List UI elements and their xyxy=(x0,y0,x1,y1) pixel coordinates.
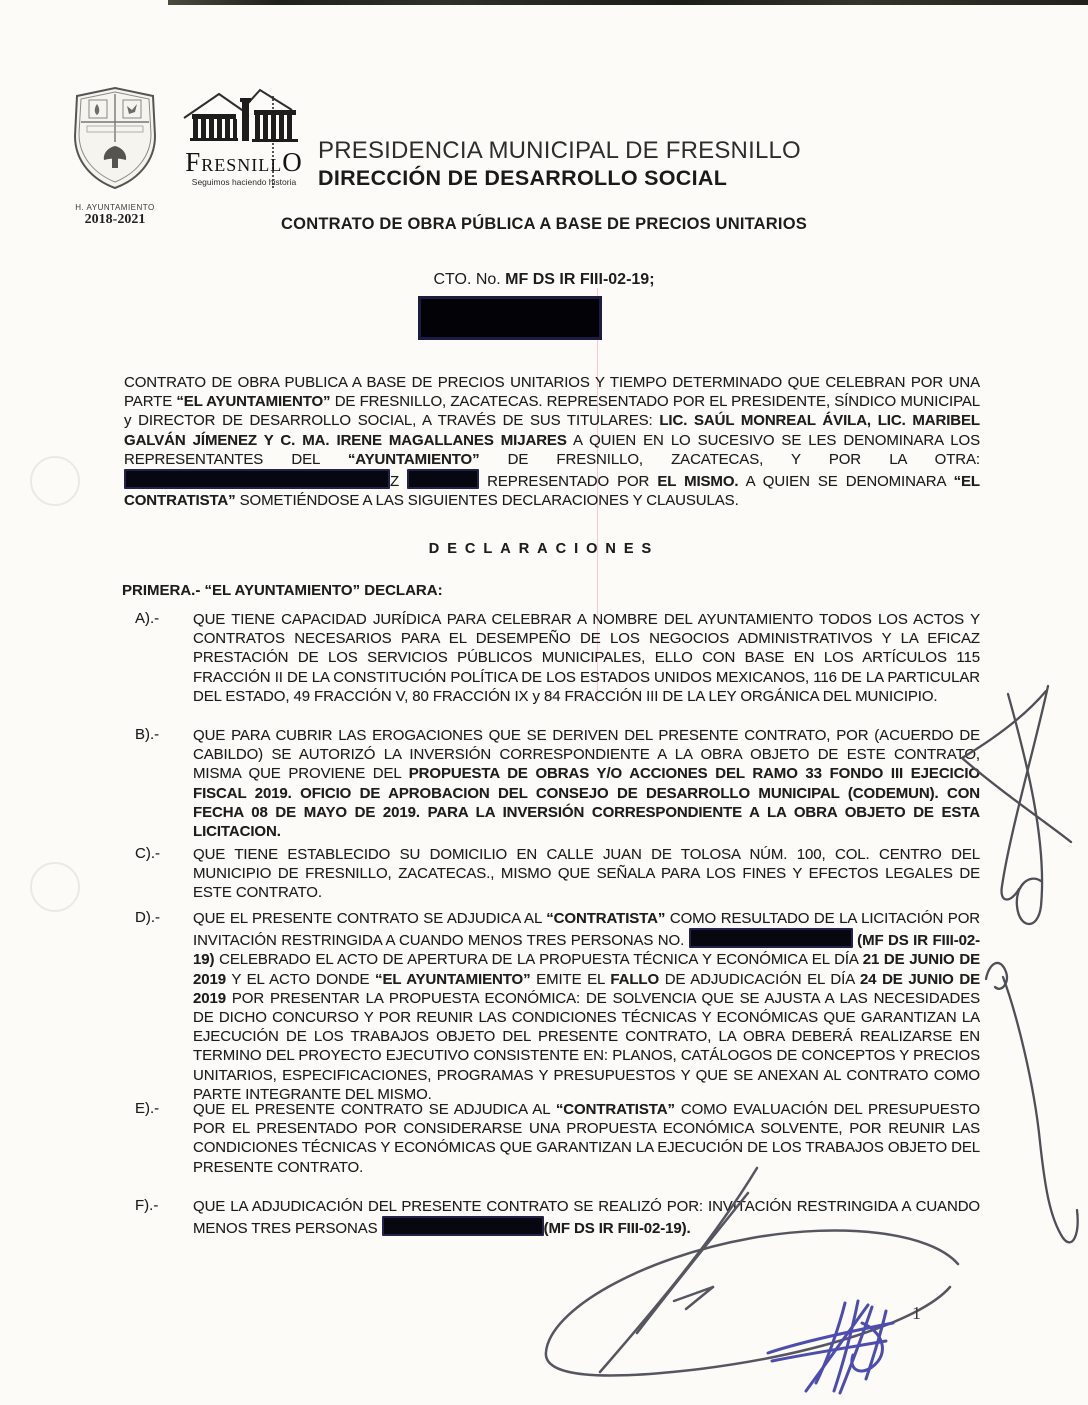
text-segment: “CONTRATISTA” xyxy=(555,1101,675,1118)
text-segment: A QUIEN EN LO SUCESIVO SE LES DENOMINARA LOS REPRESENTANTES DEL xyxy=(124,431,980,468)
hole-punch-mark xyxy=(30,862,80,912)
redaction-box-contract-name xyxy=(418,296,602,340)
item-text xyxy=(193,1197,980,1238)
fresnillo-wordmark: FRESNILLO xyxy=(185,147,303,177)
shield-caption: H. AYUNTAMIENTO xyxy=(75,203,155,212)
redaction-box xyxy=(124,469,390,489)
text-segment: QUE EL PRESENTE CONTRATO SE ADJUDICA AL xyxy=(193,1101,556,1118)
text-segment: “CONTRATISTA” xyxy=(546,910,666,927)
item-label: E).- xyxy=(135,1100,160,1117)
letterhead xyxy=(318,137,801,191)
redaction-box xyxy=(382,1216,544,1236)
item-label: B).- xyxy=(135,726,160,743)
text-segment: REPRESENTADO POR xyxy=(479,473,658,491)
shield-icon xyxy=(67,84,163,196)
item-text xyxy=(193,909,980,1104)
text-segment: QUE EL PRESENTE CONTRATO SE ADJUDICA AL xyxy=(193,910,547,927)
text-segment: PROPUESTA DE OBRAS Y/O ACCIONES DEL RAMO 33 FONDO III EJECICIO FISCAL 2019. OFICIO DE APROBACION DEL CONSEJO DE DESARROLLO MUNICIPAL (CODEMUN). CON FECHA 08 DE MAYO DE 2019. PARA LA INVERSIÓN CORRESPONDIENTE A LA OBRA OBJETO DE ESTA LICITACION. xyxy=(193,765,980,841)
text-segment: Y EL ACTO DONDE xyxy=(225,970,376,988)
declarations-heading: DECLARACIONES xyxy=(428,541,660,557)
department-title: DIRECCIÓN DE DESARROLLO SOCIAL xyxy=(318,166,728,190)
fresnillo-tagline: Seguimos haciendo historia xyxy=(191,177,297,187)
declaration-item-c xyxy=(135,845,980,903)
item-text xyxy=(193,610,980,706)
shield-years: 2018-2021 xyxy=(84,212,146,227)
text-segment: “EL AYUNTAMIENTO” xyxy=(375,970,531,988)
item-text xyxy=(193,726,980,841)
primera-heading: PRIMERA.- “EL AYUNTAMIENTO” DECLARA: xyxy=(122,582,443,599)
text-segment: QUE LA ADJUDICACIÓN DEL PRESENTE CONTRATO SE REALIZÓ POR: INVITACIÓN RESTRINGIDA A CUANDO MENOS TRES PERSONAS xyxy=(193,1198,980,1238)
contract-title: CONTRATO DE OBRA PÚBLICA A BASE DE PRECIOS UNITARIOS xyxy=(281,215,807,233)
text-segment: “AYUNTAMIENTO” xyxy=(347,450,480,468)
item-text xyxy=(193,845,980,903)
text-segment: Z xyxy=(390,473,408,491)
text-segment: EL MISMO. xyxy=(657,473,739,491)
declaration-item-a xyxy=(135,610,980,706)
page-number: 1 xyxy=(912,1303,921,1323)
declaration-item-f xyxy=(135,1197,980,1238)
text-segment: FALLO xyxy=(610,970,660,988)
blue-signature xyxy=(768,1301,893,1393)
item-label: C).- xyxy=(135,845,160,862)
declaration-item-b xyxy=(135,726,980,841)
text-segment: DE FRESNILLO, ZACATECAS, Y POR LA OTRA: xyxy=(479,450,980,468)
contract-number-line xyxy=(0,271,1088,289)
text-segment: POR PRESENTAR LA PROPUESTA ECONÓMICA: DE SOLVENCIA QUE SE AJUSTA A LAS NECESIDADES DE DICHO CONCURSO Y POR REUNIR LAS CONDICIONES TÉCNICAS Y ECONÓMICAS QUE GARANTIZAN LA EJECUCIÓN DE LOS TRABAJOS OBJETO DEL PRESENTE CONTRATO, LA OBRA DEBERÁ REALIZARSE EN TERMINO DEL PROYECTO EJECUTIVO CONSISTENTE EN: PLANOS, CATÁLOGOS DE CONCEPTOS Y PRECIOS UNITARIOS, ESPECIFICACIONES, PROGRAMAS Y PRESUPUESTOS Y QUE SE ANEXAN AL CONTRATO COMO PARTE INTEGRANTE DEL MISMO. xyxy=(193,989,980,1103)
text-segment: LIC. SAÚL MONREAL ÁVILA, LIC. MARIBEL GALVÁN JÍMENEZ Y C. MA. IRENE MAGALLANES MIJARES xyxy=(124,412,980,449)
office-title: PRESIDENCIA MUNICIPAL DE FRESNILLO xyxy=(318,137,801,164)
hole-punch-mark xyxy=(30,456,80,506)
municipal-coat-of-arms-logo xyxy=(60,84,170,228)
text-segment: CONTRATO DE OBRA PUBLICA A BASE DE PRECIOS UNITARIOS Y TIEMPO DETERMINADO QUE CELEBRAN POR UNA PARTE xyxy=(124,374,980,411)
text-segment: (MF DS IR FIII-02-19). xyxy=(543,1220,691,1238)
redaction-box xyxy=(407,469,479,489)
scan-artifact-top-edge xyxy=(168,0,1088,5)
text-segment: QUE TIENE CAPACIDAD JURÍDICA PARA CELEBRAR A NOMBRE DEL AYUNTAMIENTO TODOS LOS ACTOS Y CONTRATOS NECESARIOS PARA EL DESEMPEÑO DE LOS NEGOCIOS ADMINISTRATIVOS Y LA EFICAZ PRESTACIÓN DE LOS SERVICIOS PÚBLICOS MUNICIPALES, ELLO CON BASE EN LOS ARTÍCULOS 115 FRACCIÓN II DE LA CONSTITUCIÓN POLÍTICA DE LOS ESTADOS UNIDOS MEXICANOS, 116 DE LA PARTICULAR DEL ESTADO, 49 FRACCIÓN V, 80 FRACCIÓN IX y 84 FRACCIÓN III DE LA LEY ORGÁNICA DEL MUNICIPIO. xyxy=(193,611,980,705)
text-segment: 21 DE JUNIO DE 2019 xyxy=(193,951,980,988)
fresnillo-building-icon xyxy=(174,88,314,146)
text-segment: COMO RESULTADO DE LA LICITACIÓN POR INVITACIÓN RESTRINGIDA A CUANDO MENOS TRES PERSONAS NO. xyxy=(193,910,980,950)
text-segment: QUE PARA CUBRIR LAS EROGACIONES QUE SE DERIVEN DEL PRESENTE CONTRATO, POR (ACUERDO DE CABILDO) SE AUTORIZÓ LA INVERSIÓN CORRESPONDIENTE A LA OBRA OBJETO DE ESTE CONTRATO, MISMA QUE PROVIENE DEL xyxy=(193,727,980,783)
text-segment: A QUIEN SE DENOMINARA xyxy=(738,473,954,491)
text-segment: DE FRESNILLO, ZACATECAS. REPRESENTADO POR EL PRESIDENTE, SÍNDICO MUNICIPAL y DIRECTOR DE DESARROLLO SOCIAL, A TRAVÉS DE SUS TITULARES: xyxy=(124,393,981,430)
declaration-item-e xyxy=(135,1100,980,1177)
item-text xyxy=(193,1100,980,1177)
text-segment: CELEBRADO EL ACTO DE APERTURA DE LA PROPUESTA TÉCNICA Y ECONÓMICA EL DÍA xyxy=(214,951,863,969)
item-label: D).- xyxy=(135,909,160,926)
redaction-box xyxy=(689,928,853,948)
text-segment: DE ADJUDICACIÓN EL DÍA xyxy=(659,970,860,988)
cto-number: MF DS IR FIII-02-19; xyxy=(505,271,655,288)
intro-paragraph xyxy=(124,373,980,510)
text-segment: “EL CONTRATISTA” xyxy=(124,473,980,510)
item-label: F).- xyxy=(135,1197,159,1214)
text-segment: (MF DS IR FIII-02-19) xyxy=(193,932,980,969)
text-segment: “EL AYUNTAMIENTO” xyxy=(176,393,331,411)
text-segment: SOMETIÉNDOSE A LAS SIGUIENTES DECLARACIONES Y CLAUSULAS. xyxy=(235,492,739,510)
item-label: A).- xyxy=(135,610,160,627)
text-segment: 24 DE JUNIO DE 2019 xyxy=(193,970,980,1007)
declaration-item-d xyxy=(135,909,980,1104)
text-segment: COMO EVALUACIÓN DEL PRESUPUESTO POR EL PRESENTADO POR CONSIDERARSE UNA PROPUESTA ECONÓMICA SOLVENTE, POR REUNIR LAS CONDICIONES TÉCNICAS Y ECONÓMICAS QUE GARANTIZAN LA EJECUCIÓN DE LOS TRABAJOS OBJETO DEL PRESENTE CONTRATO. xyxy=(193,1101,980,1176)
fresnillo-logo xyxy=(168,88,320,187)
text-segment: QUE TIENE ESTABLECIDO SU DOMICILIO EN CALLE JUAN DE TOLOSA NÚM. 100, COL. CENTRO DEL MUNICIPIO DE FRESNILLO, ZACATECAS., MISMO QUE SEÑALA PARA LOS FINES Y EFECTOS LEGALES DE ESTE CONTRATO. xyxy=(193,846,980,902)
text-segment: EMITE EL xyxy=(530,970,611,988)
cto-label: CTO. No. xyxy=(433,271,506,288)
